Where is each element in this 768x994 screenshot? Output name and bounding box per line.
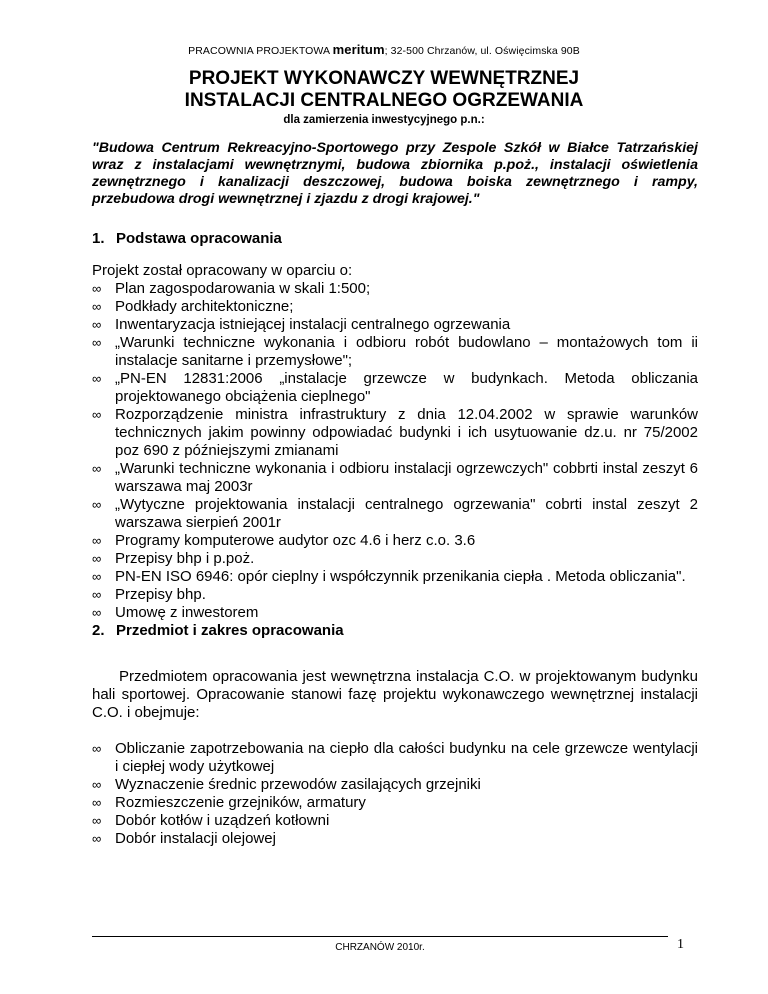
bullet-icon: ∞ [92, 317, 102, 332]
scope-list [92, 740, 698, 848]
bullet-icon: ∞ [92, 831, 102, 846]
list-item-text: Wyznaczenie średnic przewodów zasilających grzejniki [115, 776, 481, 793]
section-2-title: Przedmiot i zakres opracowania [116, 622, 344, 639]
section-2-paragraph: Przedmiotem opracowania jest wewnętrzna instalacja C.O. w projektowanym budynku hali sportowej. Opracowanie stanowi fazę projektu wykonawczego wewnętrznej instalacji C.O. i obejmuje: [92, 668, 698, 721]
section-1-intro: Projekt został opracowany w oparciu o: [92, 262, 353, 279]
list-item-text: Inwentaryzacja istniejącej instalacji centralnego ogrzewania [115, 316, 511, 333]
header-address: ; 32-500 Chrzanów, ul. Oświęcimska 90B [384, 45, 580, 57]
bullet-icon: ∞ [92, 497, 102, 512]
list-item-text: Podkłady architektoniczne; [115, 298, 294, 315]
page-number: 1 [677, 937, 684, 952]
section-1-heading [92, 230, 282, 247]
list-item-text: Programy komputerowe audytor ozc 4.6 i herz c.o. 3.6 [115, 532, 476, 549]
list-item-text: Dobór instalacji olejowej [115, 830, 276, 847]
bullet-icon: ∞ [92, 813, 102, 828]
section-1-title: Podstawa opracowania [116, 230, 282, 247]
list-item-text: Umowę z inwestorem [115, 604, 259, 621]
bullet-icon: ∞ [92, 551, 102, 566]
header-brand: meritum [332, 42, 385, 57]
list-item [92, 460, 698, 496]
list-item [92, 370, 698, 406]
list-item-text: „Warunki techniczne wykonania i odbioru instalacji ogrzewczych" cobbrti instal zeszyt 6 warszawa maj 2003r [115, 460, 698, 495]
list-item [92, 496, 698, 532]
list-item-text: „Warunki techniczne wykonania i odbioru robót budowlano – montażowych tom ii instalacje sanitarne i przemysłowe"; [115, 334, 698, 369]
list-item [92, 776, 698, 794]
bullet-icon: ∞ [92, 299, 102, 314]
list-item [92, 830, 698, 848]
footer-rule [92, 936, 668, 937]
list-item-text: Obliczanie zapotrzebowania na ciepło dla całości budynku na cele grzewcze wentylacji i ciepłej wody użytkowej [115, 740, 698, 775]
bullet-icon: ∞ [92, 533, 102, 548]
list-item-text: Plan zagospodarowania w skali 1:500; [115, 280, 371, 297]
list-item [92, 586, 698, 604]
bullet-icon: ∞ [92, 407, 102, 422]
list-item [92, 280, 698, 298]
list-item [92, 406, 698, 460]
running-header [0, 42, 768, 57]
bullet-icon: ∞ [92, 569, 102, 584]
list-item [92, 298, 698, 316]
list-item [92, 532, 698, 550]
list-item [92, 334, 698, 370]
footer-text: CHRZANÓW 2010r. [335, 942, 425, 953]
investment-name: "Budowa Centrum Rekreacyjno-Sportowego przy Zespole Szkół w Białce Tatrzańskiej wraz z instalacjami wewnętrznymi, budowa zbiornika p.poż., instalacji oświetlenia zewnętrznego i kanalizacji deszczowej, budowa boiska zewnętrznego i rampy, przebudowa drogi wewnętrznej i zjazdu z drogi krajowej." [92, 140, 698, 207]
bullet-icon: ∞ [92, 371, 102, 386]
list-item-text: Rozmieszczenie grzejników, armatury [115, 794, 366, 811]
bullet-icon: ∞ [92, 605, 102, 620]
list-item-text: Rozporządzenie ministra infrastruktury z dnia 12.04.2002 w sprawie warunków technicznych jakim powinny odpowiadać budynki i ich usytuowanie dz.u. nr 75/2002 poz 690 z późniejszymi zmianami [115, 406, 698, 459]
document-title [0, 68, 768, 112]
bullet-icon: ∞ [92, 795, 102, 810]
list-item-text: Przepisy bhp. [115, 586, 206, 603]
title-line-1: PROJEKT WYKONAWCZY WEWNĘTRZNEJ [188, 68, 580, 89]
list-item [92, 568, 698, 586]
header-prefix: PRACOWNIA PROJEKTOWA [188, 45, 330, 57]
section-1-number: 1. [92, 230, 105, 247]
list-item [92, 794, 698, 812]
list-item [92, 550, 698, 568]
title-line-2: INSTALACJI CENTRALNEGO OGRZEWANIA [184, 90, 584, 111]
section-2-heading [92, 622, 344, 639]
list-item-text: Dobór kotłów i uządzeń kotłowni [115, 812, 330, 829]
bullet-icon: ∞ [92, 741, 102, 756]
bullet-icon: ∞ [92, 281, 102, 296]
list-item-text: „Wytyczne projektowania instalacji centralnego ogrzewania" cobrti instal zeszyt 2 warszawa sierpień 2001r [115, 496, 698, 531]
list-item [92, 316, 698, 334]
bullet-icon: ∞ [92, 777, 102, 792]
bullet-icon: ∞ [92, 461, 102, 476]
list-item [92, 740, 698, 776]
section-2-number: 2. [92, 622, 105, 639]
list-item [92, 812, 698, 830]
bullet-icon: ∞ [92, 587, 102, 602]
document-subtitle: dla zamierzenia inwestycyjnego p.n.: [283, 114, 485, 126]
bullet-icon: ∞ [92, 335, 102, 350]
list-item-text: „PN-EN 12831:2006 „instalacje grzewcze w budynkach. Metoda obliczania projektowanego obciążenia cieplnego" [115, 370, 698, 405]
list-item [92, 604, 698, 622]
list-item-text: Przepisy bhp i p.poż. [115, 550, 255, 567]
list-item-text: PN-EN ISO 6946: opór cieplny i współczynnik przenikania ciepła . Metoda obliczania". [115, 568, 686, 585]
basis-list [92, 280, 698, 622]
